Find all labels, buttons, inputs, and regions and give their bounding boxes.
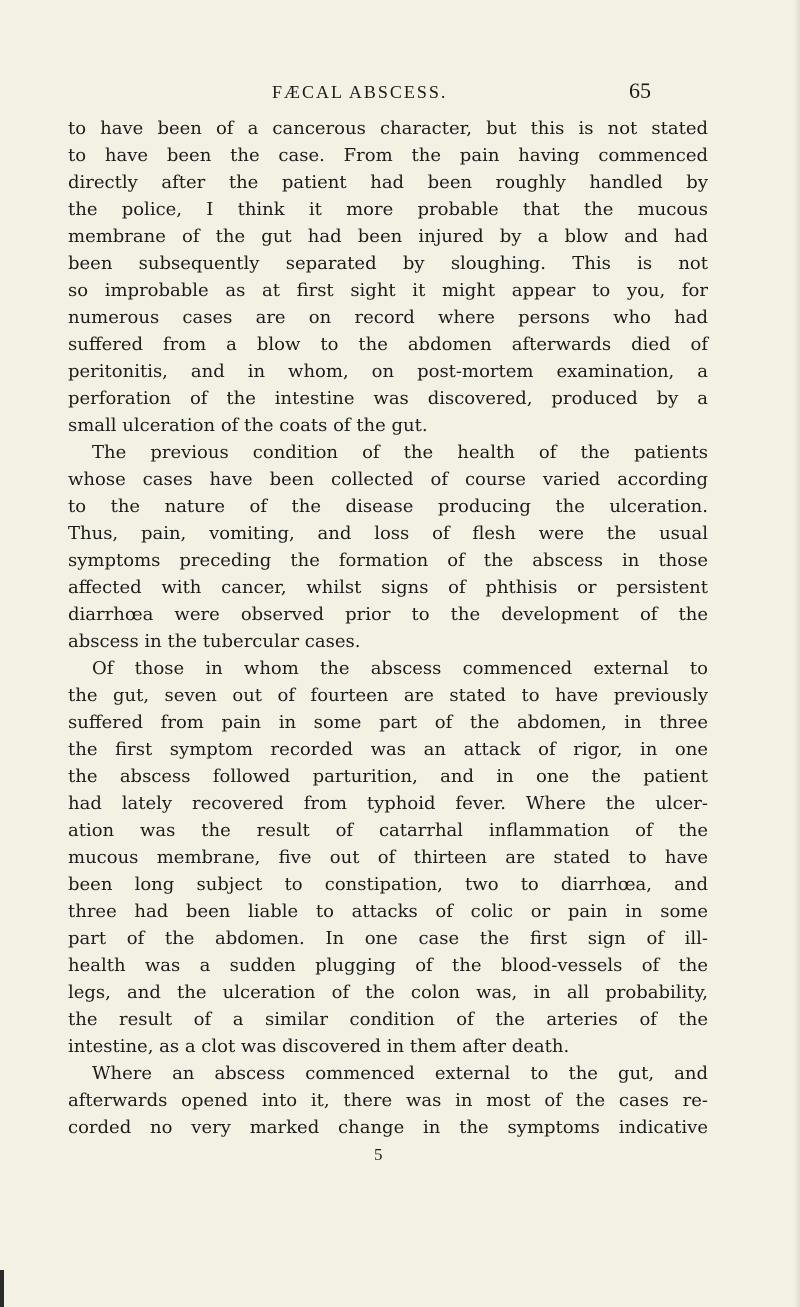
text-line: been subsequently separated by sloughing. This is not <box>68 253 708 274</box>
text-line: small ulceration of the coats of the gut. <box>68 415 428 436</box>
text-line: suffered from a blow to the abdomen afterwards died of <box>68 334 708 355</box>
text-line: afterwards opened into it, there was in most of the cases re- <box>68 1090 708 1111</box>
text-line: had lately recovered from typhoid fever. Where the ulcer- <box>68 793 708 814</box>
text-line: diarrhœa were observed prior to the development of the <box>68 604 708 625</box>
text-line: whose cases have been collected of course varied according <box>68 469 708 490</box>
text-line: to the nature of the disease producing the ulceration. <box>68 496 708 517</box>
text-line: abscess in the tubercular cases. <box>68 631 361 652</box>
text-line: symptoms preceding the formation of the abscess in those <box>68 550 708 571</box>
text-line: corded no very marked change in the symptoms indicative <box>68 1117 708 1138</box>
text-line: health was a sudden plugging of the blood-vessels of the <box>68 955 708 976</box>
text-line: the police, I think it more probable that the mucous <box>68 199 708 220</box>
text-line: affected with cancer, whilst signs of phthisis or persistent <box>68 577 708 598</box>
text-line: membrane of the gut had been injured by a blow and had <box>68 226 708 247</box>
text-line: part of the abdomen. In one case the first sign of ill- <box>68 928 708 949</box>
text-line: numerous cases are on record where persons who had <box>68 307 708 328</box>
text-line: the abscess followed parturition, and in one the patient <box>68 766 708 787</box>
signature-mark: 5 <box>374 1145 383 1164</box>
text-line: the result of a similar condition of the arteries of the <box>68 1009 708 1030</box>
text-line: Thus, pain, vomiting, and loss of flesh were the usual <box>68 523 708 544</box>
binding-edge-mark <box>0 1270 4 1307</box>
text-line: so improbable as at first sight it might appear to you, for <box>68 280 708 301</box>
text-line: peritonitis, and in whom, on post-mortem examination, a <box>68 361 708 382</box>
page-number: 65 <box>629 78 651 103</box>
text-line: suffered from pain in some part of the abdomen, in three <box>68 712 708 733</box>
page-edge-shadow <box>794 0 800 1307</box>
text-line: mucous membrane, five out of thirteen are stated to have <box>68 847 708 868</box>
text-line: the first symptom recorded was an attack of rigor, in one <box>68 739 708 760</box>
text-line: been long subject to constipation, two to diarrhœa, and <box>68 874 708 895</box>
text-line: The previous condition of the health of the patients <box>92 442 708 463</box>
text-line: to have been of a cancerous character, but this is not stated <box>68 118 708 139</box>
text-line: Of those in whom the abscess commenced external to <box>92 658 708 679</box>
text-line: Where an abscess commenced external to the gut, and <box>92 1063 708 1084</box>
text-line: to have been the case. From the pain having commenced <box>68 145 708 166</box>
text-line: intestine, as a clot was discovered in them after death. <box>68 1036 570 1057</box>
text-line: ation was the result of catarrhal inflammation of the <box>68 820 708 841</box>
text-line: legs, and the ulceration of the colon was, in all probability, <box>68 982 708 1003</box>
body-text <box>68 115 708 1141</box>
text-line: three had been liable to attacks of colic or pain in some <box>68 901 708 922</box>
text-line: directly after the patient had been roughly handled by <box>68 172 708 193</box>
text-line: perforation of the intestine was discovered, produced by a <box>68 388 708 409</box>
running-head: FÆCAL ABSCESS. <box>272 82 448 102</box>
text-line: the gut, seven out of fourteen are stated to have previously <box>68 685 708 706</box>
